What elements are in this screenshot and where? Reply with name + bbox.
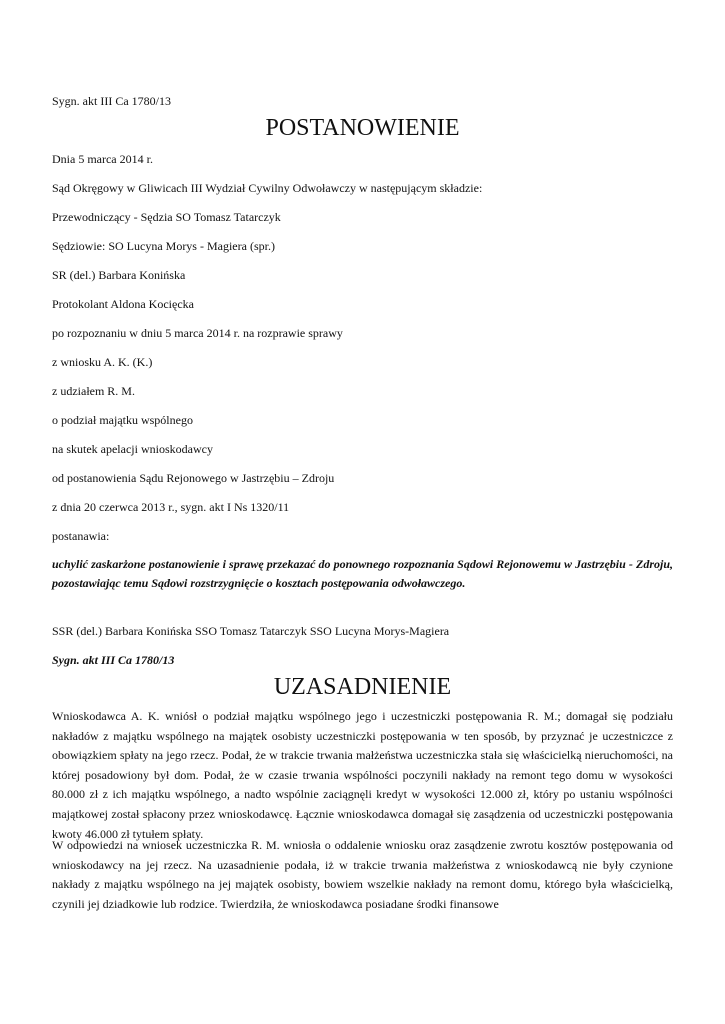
subject-line: o podział majątku wspólnego <box>52 413 193 427</box>
judge-line: SR (del.) Barbara Konińska <box>52 268 186 282</box>
ruling-paragraph: uchylić zaskarżone postanowienie i sprawę przekazać do ponownego rozpoznania Sądowi Rejonowemu w Jastrzębiu - Zdroju, pozostawiając temu Sądowi rozstrzygnięcie o kosztach postępowania odwoławczego. <box>52 557 673 590</box>
decides-line: postanawia: <box>52 529 110 543</box>
appeal-line: na skutek apelacji wnioskodawcy <box>52 442 213 456</box>
case-signature: Sygn. akt III Ca 1780/13 <box>52 94 171 108</box>
document-title: POSTANOWIENIE <box>265 115 460 141</box>
reasons-paragraph-1: Wnioskodawca A. K. wniósł o podział majątku wspólnego jego i uczestniczki postępowania R. M.; domagał się podziału nakładów z majątku wspólnego na majątek osobisty uczestniczki postępowania w ten sposób, by przyznać je uczestniczce z obowiązkiem spłaty na jego rzecz. Podał, że w trakcie trwania małżeństwa uczestniczka stała się właścicielką nieruchomości, na której posadowiony był dom. Podał, że w czasie trwania wspólności poczynili nakłady na remont tego domu w wysokości 80.000 zł z ich majątku wspólnego, a nadto wspólnie zaciągnęli kredyt w wysokości 12.000 zł, który po ustaniu wspólności majątkowej został spłacony przez wnioskodawcę. Łącznie wnioskodawca domagał się zasądzenia od uczestniczki postępowania kwoty 46.000 zł tytułem spłaty. <box>52 709 673 841</box>
clerk-line: Protokolant Aldona Kocięcka <box>52 297 194 311</box>
signatures-line: SSR (del.) Barbara Konińska SSO Tomasz Tatarczyk SSO Lucyna Morys-Magiera <box>52 624 450 638</box>
lower-court-date-line: z dnia 20 czerwca 2013 r., sygn. akt I Ns 1320/11 <box>52 500 290 514</box>
hearing-line: po rozpoznaniu w dniu 5 marca 2014 r. na rozprawie sprawy <box>52 326 343 340</box>
date-line: Dnia 5 marca 2014 r. <box>52 152 153 166</box>
judges-line: Sędziowie: SO Lucyna Morys - Magiera (spr.) <box>52 239 275 253</box>
presiding-judge-line: Przewodniczący - Sędzia SO Tomasz Tatarczyk <box>52 210 281 224</box>
reasons-title: UZASADNIENIE <box>273 674 452 700</box>
court-line: Sąd Okręgowy w Gliwicach III Wydział Cywilny Odwoławczy w następującym składzie: <box>52 181 483 195</box>
reasons-case-signature: Sygn. akt III Ca 1780/13 <box>52 653 175 667</box>
reasons-paragraph-2: W odpowiedzi na wniosek uczestniczka R. M. wniosła o oddalenie wniosku oraz zasądzenie zwrotu kosztów postępowania od wnioskodawcy na jej rzecz. Na uzasadnienie podała, iż w trakcie trwania małżeństwa z wnioskodawcą nie były czynione nakłady z majątku wspólnego na jej majątek osobisty, bowiem wszelkie nakłady na remont domu, którego była właścicielką, czynili jej dziadkowie lub rodzice. Twierdziła, że wnioskodawca posiadane środki finansowe <box>52 838 673 911</box>
applicant-line: z wniosku A. K. (K.) <box>52 355 153 369</box>
participant-line: z udziałem R. M. <box>52 384 135 398</box>
lower-court-line: od postanowienia Sądu Rejonowego w Jastrzębiu – Zdroju <box>52 471 335 485</box>
